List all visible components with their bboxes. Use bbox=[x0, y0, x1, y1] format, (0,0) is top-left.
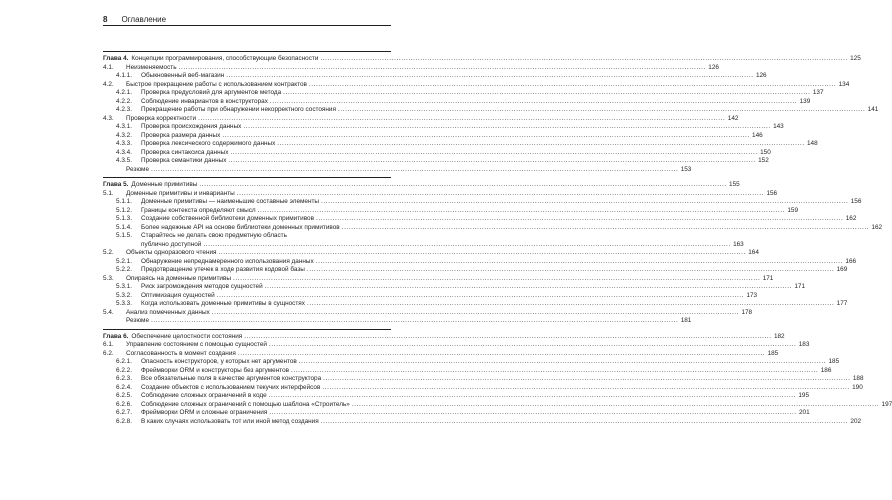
entry-page: 134 bbox=[838, 80, 850, 88]
entry-number: 5.2.2. bbox=[116, 266, 132, 273]
entry-number: 6.2.8. bbox=[116, 417, 132, 425]
entry-title: Неизменяемость bbox=[126, 63, 177, 71]
entry-page: 202 bbox=[850, 417, 862, 425]
toc-entry-row[interactable] bbox=[103, 198, 862, 207]
entry-title: Резюме bbox=[126, 165, 149, 173]
entry-title: Управление состоянием с помощью сущностей bbox=[126, 341, 268, 348]
toc-entry-row[interactable] bbox=[103, 165, 692, 175]
leader-dots bbox=[316, 215, 843, 224]
entry-title: Соблюдение сложных ограничений в коде bbox=[141, 392, 267, 399]
entry-title: Проверка происхождения данных bbox=[141, 123, 242, 130]
entry-page: 166 bbox=[845, 257, 857, 265]
toc-entry-row[interactable] bbox=[103, 375, 864, 384]
toc-entry-row[interactable] bbox=[103, 131, 763, 141]
entry-number: 6.1. bbox=[103, 341, 114, 348]
leader-dots bbox=[212, 309, 739, 318]
entry-title: Создание собственной библиотеки доменных примитивов bbox=[141, 215, 315, 222]
leader-dots bbox=[179, 64, 706, 73]
leader-dots bbox=[233, 275, 760, 284]
entry-title: Соблюдение сложных ограничений с помощью шаблона «Строитель» bbox=[141, 400, 350, 408]
entry-number: 5.3.3. bbox=[116, 300, 132, 307]
entry-page: 181 bbox=[680, 317, 692, 324]
leader-dots bbox=[352, 401, 879, 410]
entry-page: 178 bbox=[741, 308, 753, 316]
entry-page: 169 bbox=[836, 266, 848, 273]
running-header bbox=[103, 12, 393, 26]
chapter-rule bbox=[103, 177, 391, 178]
leader-dots bbox=[316, 258, 843, 267]
toc-entry-continuation[interactable] bbox=[103, 240, 744, 250]
entry-page: 153 bbox=[680, 165, 692, 173]
toc-entry-row[interactable] bbox=[103, 291, 758, 301]
entry-number: 6.2.4. bbox=[116, 383, 132, 391]
toc-entry-row[interactable] bbox=[103, 106, 879, 115]
entry-page: 150 bbox=[760, 148, 771, 156]
toc-entry-row[interactable] bbox=[103, 383, 863, 393]
entry-number: 4.3.5. bbox=[116, 157, 132, 164]
entry-number: 5.1.1. bbox=[116, 198, 132, 205]
toc-entry-row[interactable] bbox=[103, 300, 848, 309]
entry-page: 185 bbox=[828, 358, 840, 365]
entry-number: 4.1. bbox=[103, 63, 114, 71]
toc-entry-row[interactable] bbox=[103, 140, 818, 149]
leader-dots bbox=[269, 392, 796, 401]
entry-title: Проверка лексического содержимого данных bbox=[141, 140, 276, 147]
toc-entry-row[interactable] bbox=[103, 249, 759, 258]
leader-dots bbox=[243, 123, 770, 132]
entry-title: Более надежные API на основе библиотеки доменных примитивов bbox=[141, 223, 340, 231]
entry-page: 185 bbox=[767, 349, 779, 357]
toc-entry-row[interactable] bbox=[103, 189, 778, 199]
leader-dots bbox=[222, 132, 749, 141]
entry-title: Оптимизация сущностей bbox=[141, 291, 215, 299]
entry-title: Опираясь на доменные примитивы bbox=[126, 274, 231, 282]
toc-chapter-row[interactable] bbox=[103, 55, 861, 64]
entry-page: 195 bbox=[798, 392, 810, 399]
entry-title: Обнаружение непреднамеренного использования данных bbox=[141, 257, 314, 265]
entry-title: Опасность конструкторов, у которых нет аргументов bbox=[141, 358, 297, 365]
toc-chapter-row[interactable] bbox=[103, 332, 785, 342]
entry-number: 5.3. bbox=[103, 274, 114, 282]
entry-page: 137 bbox=[812, 89, 824, 96]
leader-dots bbox=[321, 418, 848, 427]
entry-title: Границы контекста определяют смысл bbox=[141, 206, 256, 214]
leader-dots bbox=[219, 249, 746, 258]
entry-number: 6.2.2. bbox=[116, 366, 132, 374]
entry-title: Когда использовать доменные примитивы в сущностях bbox=[141, 300, 305, 307]
toc-entry-row[interactable] bbox=[103, 308, 753, 318]
entry-number: 6.2.6. bbox=[116, 400, 132, 408]
toc-entry-row[interactable] bbox=[103, 409, 810, 418]
entry-number: 5.3.2. bbox=[116, 291, 132, 299]
chapter-rule bbox=[103, 51, 391, 52]
toc-entry-row[interactable] bbox=[103, 63, 719, 73]
chapter-title: Концепции программирования, способствующие безопасности bbox=[131, 55, 319, 62]
leader-dots bbox=[309, 81, 836, 90]
chapter-page: 155 bbox=[729, 181, 740, 188]
entry-number: 4.2.1. bbox=[116, 89, 132, 96]
toc-entry-row[interactable] bbox=[103, 417, 862, 427]
entry-page: 156 bbox=[850, 198, 862, 205]
table-of-contents bbox=[103, 48, 892, 426]
entry-page: 159 bbox=[787, 206, 799, 214]
entry-title: Обыкновенный веб-магазин bbox=[141, 72, 225, 79]
entry-number: 4.1.1. bbox=[116, 72, 132, 79]
leader-dots bbox=[269, 341, 796, 350]
chapter-label: Глава 6. bbox=[103, 332, 129, 340]
leader-dots bbox=[277, 140, 804, 149]
entry-page: 164 bbox=[748, 249, 759, 256]
toc-entry-row[interactable] bbox=[103, 349, 779, 359]
entry-page: 186 bbox=[820, 366, 832, 374]
leader-dots bbox=[258, 207, 785, 216]
leader-dots bbox=[320, 55, 847, 64]
toc-entry-row[interactable] bbox=[103, 157, 769, 166]
entry-number: 6.2.1. bbox=[116, 358, 132, 365]
entry-number: 4.3.3. bbox=[116, 140, 132, 147]
leader-dots bbox=[299, 358, 826, 367]
entry-page: 183 bbox=[798, 341, 810, 348]
entry-number: 6.2.7. bbox=[116, 409, 132, 416]
toc-entry-row[interactable] bbox=[103, 283, 806, 292]
toc-entry-row[interactable] bbox=[103, 97, 811, 107]
leader-dots bbox=[307, 266, 834, 275]
entry-number: 4.3.1. bbox=[116, 123, 132, 130]
leader-dots bbox=[323, 375, 850, 384]
entry-title: Доменные примитивы и инварианты bbox=[126, 189, 235, 197]
chapter-title: Обеспечение целостности состояния bbox=[131, 332, 243, 340]
entry-number: 5.3.1. bbox=[116, 283, 132, 290]
entry-title: Старайтесь не делать свою предметную область bbox=[141, 232, 287, 239]
entry-page: 162 bbox=[871, 223, 883, 231]
entry-page: 156 bbox=[766, 189, 778, 197]
leader-dots bbox=[228, 157, 755, 166]
toc-entry-row[interactable] bbox=[103, 89, 824, 98]
toc-entry-row[interactable] bbox=[103, 123, 784, 132]
entry-number: 5.1. bbox=[103, 189, 114, 197]
toc-entry-row[interactable] bbox=[103, 80, 850, 90]
entry-page: 162 bbox=[845, 215, 857, 222]
entry-page: 141 bbox=[867, 106, 879, 113]
entry-number: 4.2. bbox=[103, 80, 114, 88]
entry-page: 201 bbox=[798, 409, 810, 416]
leader-dots bbox=[291, 367, 818, 376]
entry-title: Проверка синтаксиса данных bbox=[141, 148, 229, 156]
entry-title: Фреймворки ORM и конструкторы без аргументов bbox=[141, 366, 290, 374]
leader-dots bbox=[230, 149, 757, 158]
entry-title: Проверка предусловий для аргументов метода bbox=[141, 89, 282, 96]
chapter-label: Глава 5. bbox=[103, 181, 129, 188]
toc-entry-row[interactable] bbox=[103, 223, 883, 233]
entry-page: 148 bbox=[807, 140, 818, 147]
entry-number: 5.1.3. bbox=[116, 215, 132, 222]
toc-entry-row[interactable] bbox=[103, 274, 774, 284]
entry-page: 171 bbox=[794, 283, 806, 290]
entry-page: 171 bbox=[762, 274, 774, 282]
entry-number: 5.2. bbox=[103, 249, 114, 256]
entry-title: Доменные примитивы — наименьшие составные элементы bbox=[141, 198, 320, 205]
leader-dots bbox=[342, 224, 869, 233]
leader-dots bbox=[321, 198, 848, 207]
leader-dots bbox=[269, 409, 796, 418]
leader-dots bbox=[217, 292, 744, 301]
page-number: 8 bbox=[103, 14, 108, 24]
leader-dots bbox=[283, 89, 810, 98]
toc-entry-row[interactable] bbox=[103, 257, 857, 267]
entry-page: 197 bbox=[881, 400, 892, 408]
entry-title: Быстрое прекращение работы с использованием контрактов bbox=[126, 80, 307, 88]
chapter-title: Доменные примитивы bbox=[131, 181, 198, 188]
entry-number: 5.1.2. bbox=[116, 206, 132, 214]
leader-dots bbox=[338, 106, 865, 115]
entry-number: 4.2.2. bbox=[116, 97, 132, 105]
entry-title: Соблюдение инвариантов в конструкторах bbox=[141, 97, 268, 105]
entry-title: Проверка корректности bbox=[126, 114, 197, 122]
leader-dots bbox=[237, 190, 764, 199]
toc-chapter-row[interactable] bbox=[103, 181, 740, 190]
entry-page: 173 bbox=[746, 291, 758, 299]
leader-dots bbox=[307, 300, 834, 309]
header-rule bbox=[103, 25, 391, 26]
entry-page: 126 bbox=[755, 72, 767, 79]
entry-page: 188 bbox=[852, 375, 864, 382]
entry-page: 163 bbox=[733, 240, 744, 248]
entry-number: 5.2.1. bbox=[116, 257, 132, 265]
entry-title: Резюме bbox=[126, 317, 149, 324]
entry-number: 4.3. bbox=[103, 114, 114, 122]
entry-number: 4.3.4. bbox=[116, 148, 132, 156]
leader-dots bbox=[151, 317, 678, 326]
entry-title: Фреймворки ORM и сложные ограничения bbox=[141, 409, 268, 416]
entry-title: Прекращение работы при обнаружении некорректного состояния bbox=[141, 106, 336, 113]
running-title: Оглавление bbox=[121, 14, 167, 24]
entry-title: В каких случаях использовать тот или иной метод создания bbox=[141, 417, 319, 425]
toc-entry-row[interactable] bbox=[103, 317, 692, 326]
toc-entry-row[interactable] bbox=[103, 266, 848, 275]
entry-number: 5.4. bbox=[103, 308, 114, 316]
leader-dots bbox=[322, 384, 849, 393]
entry-number: 6.2.5. bbox=[116, 392, 132, 399]
entry-page: 143 bbox=[773, 123, 784, 130]
entry-title: Все обязательные поля в качестве аргументов конструктора bbox=[141, 375, 322, 382]
leader-dots bbox=[226, 72, 753, 81]
entry-title: Анализ помеченных данных bbox=[126, 308, 210, 316]
toc-entry-row[interactable] bbox=[103, 341, 810, 350]
leader-dots bbox=[151, 166, 678, 175]
leader-dots bbox=[270, 98, 797, 107]
leader-dots bbox=[244, 333, 771, 342]
entry-title-continued: публично доступной bbox=[141, 240, 202, 248]
entry-number: 5.1.5. bbox=[116, 232, 132, 239]
entry-number: 4.3.2. bbox=[116, 131, 132, 139]
entry-title: Риск загромождения методов сущностей bbox=[141, 283, 263, 290]
toc-entry-row[interactable] bbox=[103, 215, 857, 224]
toc-entry-row[interactable] bbox=[103, 114, 739, 124]
entry-title: Предотвращение утечек в ходе развития кодовой базы bbox=[141, 266, 305, 273]
toc-entry-row[interactable] bbox=[103, 358, 840, 367]
leader-dots bbox=[199, 181, 726, 190]
toc-entry-row[interactable] bbox=[103, 400, 892, 410]
chapter-rule bbox=[103, 329, 391, 330]
toc-entry-row[interactable] bbox=[103, 392, 810, 401]
entry-number: 5.1.4. bbox=[116, 223, 132, 231]
entry-title: Создание объектов с использованием текучих интерфейсов bbox=[141, 383, 321, 391]
entry-title: Проверка размера данных bbox=[141, 131, 221, 139]
leader-dots bbox=[238, 350, 765, 359]
entry-page: 190 bbox=[852, 383, 863, 391]
toc-entry-row[interactable] bbox=[103, 206, 799, 216]
entry-page: 139 bbox=[799, 97, 811, 105]
chapter-page: 182 bbox=[773, 332, 785, 340]
chapter-label: Глава 4. bbox=[103, 55, 129, 62]
entry-title: Проверка семантики данных bbox=[141, 157, 227, 164]
toc-entry-row[interactable] bbox=[103, 366, 832, 376]
leader-dots bbox=[265, 283, 792, 292]
chapter-page: 125 bbox=[850, 55, 861, 62]
entry-title: Согласованность в момент создания bbox=[126, 349, 236, 357]
toc-entry-row[interactable] bbox=[103, 72, 767, 81]
entry-page: 177 bbox=[836, 300, 848, 307]
leader-dots bbox=[198, 115, 725, 124]
entry-number: 6.2.3. bbox=[116, 375, 132, 382]
toc-entry-row[interactable] bbox=[103, 232, 391, 241]
entry-page: 126 bbox=[708, 63, 719, 71]
entry-page: 146 bbox=[752, 131, 763, 139]
entry-title: Объекты одноразового чтения bbox=[126, 249, 217, 256]
leader-dots bbox=[203, 241, 730, 250]
entry-number: 4.2.3. bbox=[116, 106, 132, 113]
entry-page: 152 bbox=[758, 157, 769, 164]
entry-number: 6.2. bbox=[103, 349, 114, 357]
entry-page: 142 bbox=[727, 114, 739, 122]
toc-entry-row[interactable] bbox=[103, 148, 771, 158]
